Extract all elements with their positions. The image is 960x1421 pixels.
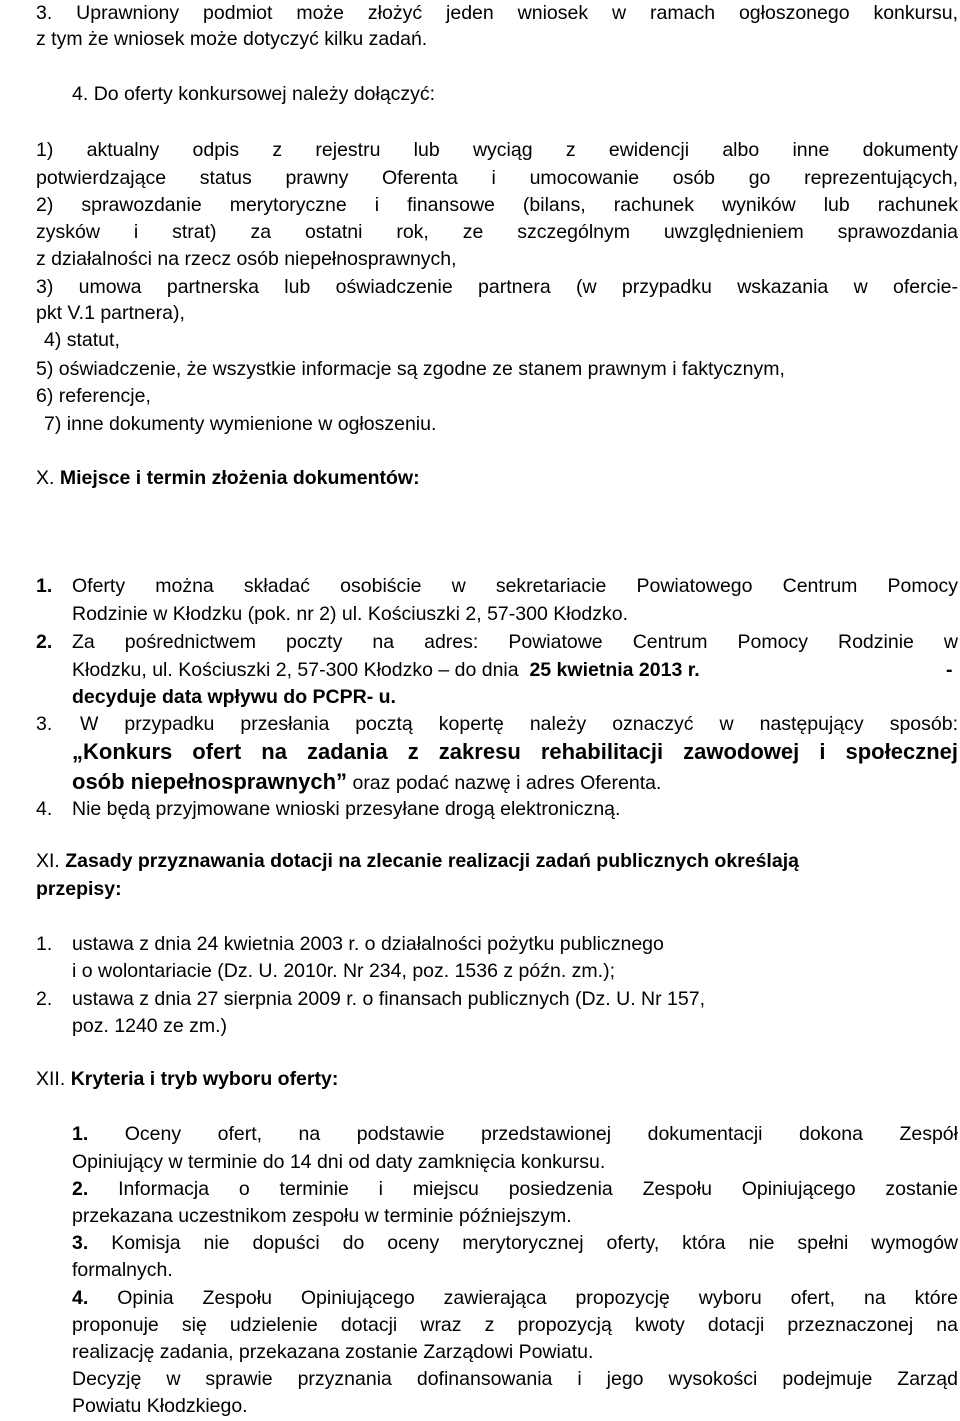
list-line: decyduje data wpływu do PCPR- u. — [72, 686, 396, 708]
list-line: przekazana uczestnikom zespołu w terminie późniejszym. — [72, 1205, 572, 1227]
list-line: formalnych. — [72, 1259, 173, 1281]
item-number: 1. — [72, 1123, 89, 1145]
item-number: 1. — [36, 575, 53, 597]
item-title: Do oferty konkursowej należy dołączyć: — [93, 83, 436, 105]
instruction-text: oraz podać nazwę i adres Oferenta. — [352, 772, 662, 794]
list-line: 4) statut, — [44, 329, 120, 351]
list-line: realizację zadania, przekazana zostanie Zarządowi Powiatu. — [72, 1341, 594, 1363]
item-number: 2. — [72, 1178, 89, 1200]
list-line: Powiatu Kłodzkiego. — [72, 1395, 248, 1417]
list-line: 6) referencje, — [36, 385, 151, 407]
item-number: 3. — [72, 1232, 89, 1254]
list-line: Rodzinie w Kłodzku (pok. nr 2) ul. Kościuszki 2, 57-300 Kłodzko. — [72, 603, 629, 625]
list-line: poz. 1240 ze zm.) — [72, 1015, 227, 1037]
item-number: 4. — [72, 83, 89, 105]
item-text: Komisja nie dopuści do oceny merytorycznej oferty, która nie spełni wymogów — [111, 1232, 958, 1254]
section-title: Miejsce i termin złożenia dokumentów: — [59, 467, 420, 489]
list-line: potwierdzające status prawny Oferenta i umocowanie osób go reprezentujących, — [36, 167, 958, 189]
list-line: ustawa z dnia 27 sierpnia 2009 r. o finansach publicznych (Dz. U. Nr 157, — [72, 988, 706, 1010]
section-xii-heading — [36, 1066, 338, 1094]
list-line — [72, 1285, 958, 1313]
section-number: X. — [36, 467, 55, 489]
address-text: Kłodzku, ul. Kościuszki 2, 57-300 Kłodzko – do dnia — [72, 659, 519, 681]
item-number: 3. — [36, 713, 53, 735]
list-line: ustawa z dnia 24 kwietnia 2003 r. o działalności pożytku publicznego — [72, 933, 664, 955]
section-number: XI. — [36, 850, 60, 872]
section-number: XII. — [36, 1068, 66, 1090]
list-line: Opiniujący w terminie do 14 dni od daty zamknięcia konkursu. — [72, 1151, 606, 1173]
item-text: Oceny ofert, na podstawie przedstawionej dokumentacji dokona Zespół — [124, 1123, 958, 1145]
list-line: i o wolontariacie (Dz. U. 2010r. Nr 234, poz. 1536 z późn. zm.); — [72, 960, 616, 982]
list-line: Za pośrednictwem poczty na adres: Powiatowe Centrum Pomocy Rodzinie w — [72, 631, 958, 653]
contest-title: „Konkurs ofert na zadania z zakresu rehabilitacji zawodowej i społecznej — [72, 739, 958, 764]
section-xi-heading — [36, 848, 799, 876]
list-line: proponuje się udzielenie dotacji wraz z propozycją kwoty dotacji przeznaczonej na — [72, 1314, 958, 1336]
list-line: 5) oświadczenie, że wszystkie informacje są zgodne ze stanem prawnym i faktycznym, — [36, 358, 785, 380]
list-line — [72, 768, 661, 798]
list-line: Oferty można składać osobiście w sekretariacie Powiatowego Centrum Pomocy — [72, 575, 958, 597]
item-4-heading — [72, 81, 435, 109]
section-x-heading — [36, 465, 420, 493]
list-line: 7) inne dokumenty wymienione w ogłoszeniu. — [44, 413, 437, 435]
list-line: zysków i strat) za ostatni rok, ze szczególnym uwzględnieniem sprawozdania — [36, 221, 958, 243]
list-line: z działalności na rzecz osób niepełnosprawnych, — [36, 248, 457, 270]
deadline-date: 25 kwietnia 2013 r. — [529, 659, 700, 681]
item-number: 4. — [72, 1287, 89, 1309]
list-line: Decyzję w sprawie przyznania dofinansowania i jego wysokości podejmuje Zarząd — [72, 1368, 958, 1390]
paragraph-line: z tym że wniosek może dotyczyć kilku zadań. — [36, 28, 428, 50]
list-line: Nie będą przyjmowane wnioski przesyłane drogą elektroniczną. — [72, 798, 621, 820]
contest-title-end: osób niepełnosprawnych” — [72, 769, 348, 794]
list-line — [72, 1176, 958, 1204]
section-title-cont: przepisy: — [36, 878, 122, 900]
list-line: 1) aktualny odpis z rejestru lub wyciąg z ewidencji albo inne dokumenty — [36, 139, 958, 161]
section-title: Zasady przyznawania dotacji na zlecanie realizacji zadań publicznych określają — [65, 850, 799, 872]
item-text: Informacja o terminie i miejscu posiedzenia Zespołu Opiniującego zostanie — [118, 1178, 958, 1200]
item-number: 4. — [36, 798, 53, 820]
item-number: 2. — [36, 988, 53, 1010]
list-line — [72, 1121, 958, 1149]
list-line — [72, 657, 700, 685]
list-line: W przypadku przesłania pocztą kopertę należy oznaczyć w następujący sposób: — [80, 713, 958, 735]
section-title: Kryteria i tryb wyboru oferty: — [70, 1068, 339, 1090]
list-line — [72, 1230, 958, 1258]
paragraph-line: 3. Uprawniony podmiot może złożyć jeden wniosek w ramach ogłoszonego konkursu, — [36, 2, 958, 24]
list-line: pkt V.1 partnera), — [36, 302, 185, 324]
dash: - — [946, 659, 953, 681]
list-line: 2) sprawozdanie merytoryczne i finansowe (bilans, rachunek wyników lub rachunek — [36, 194, 958, 216]
item-text: Opinia Zespołu Opiniującego zawierająca propozycję wyboru ofert, na które — [117, 1287, 958, 1309]
item-number: 1. — [36, 933, 53, 955]
item-number: 2. — [36, 631, 53, 653]
list-line: 3) umowa partnerska lub oświadczenie partnera (w przypadku wskazania w ofercie- — [36, 276, 958, 298]
